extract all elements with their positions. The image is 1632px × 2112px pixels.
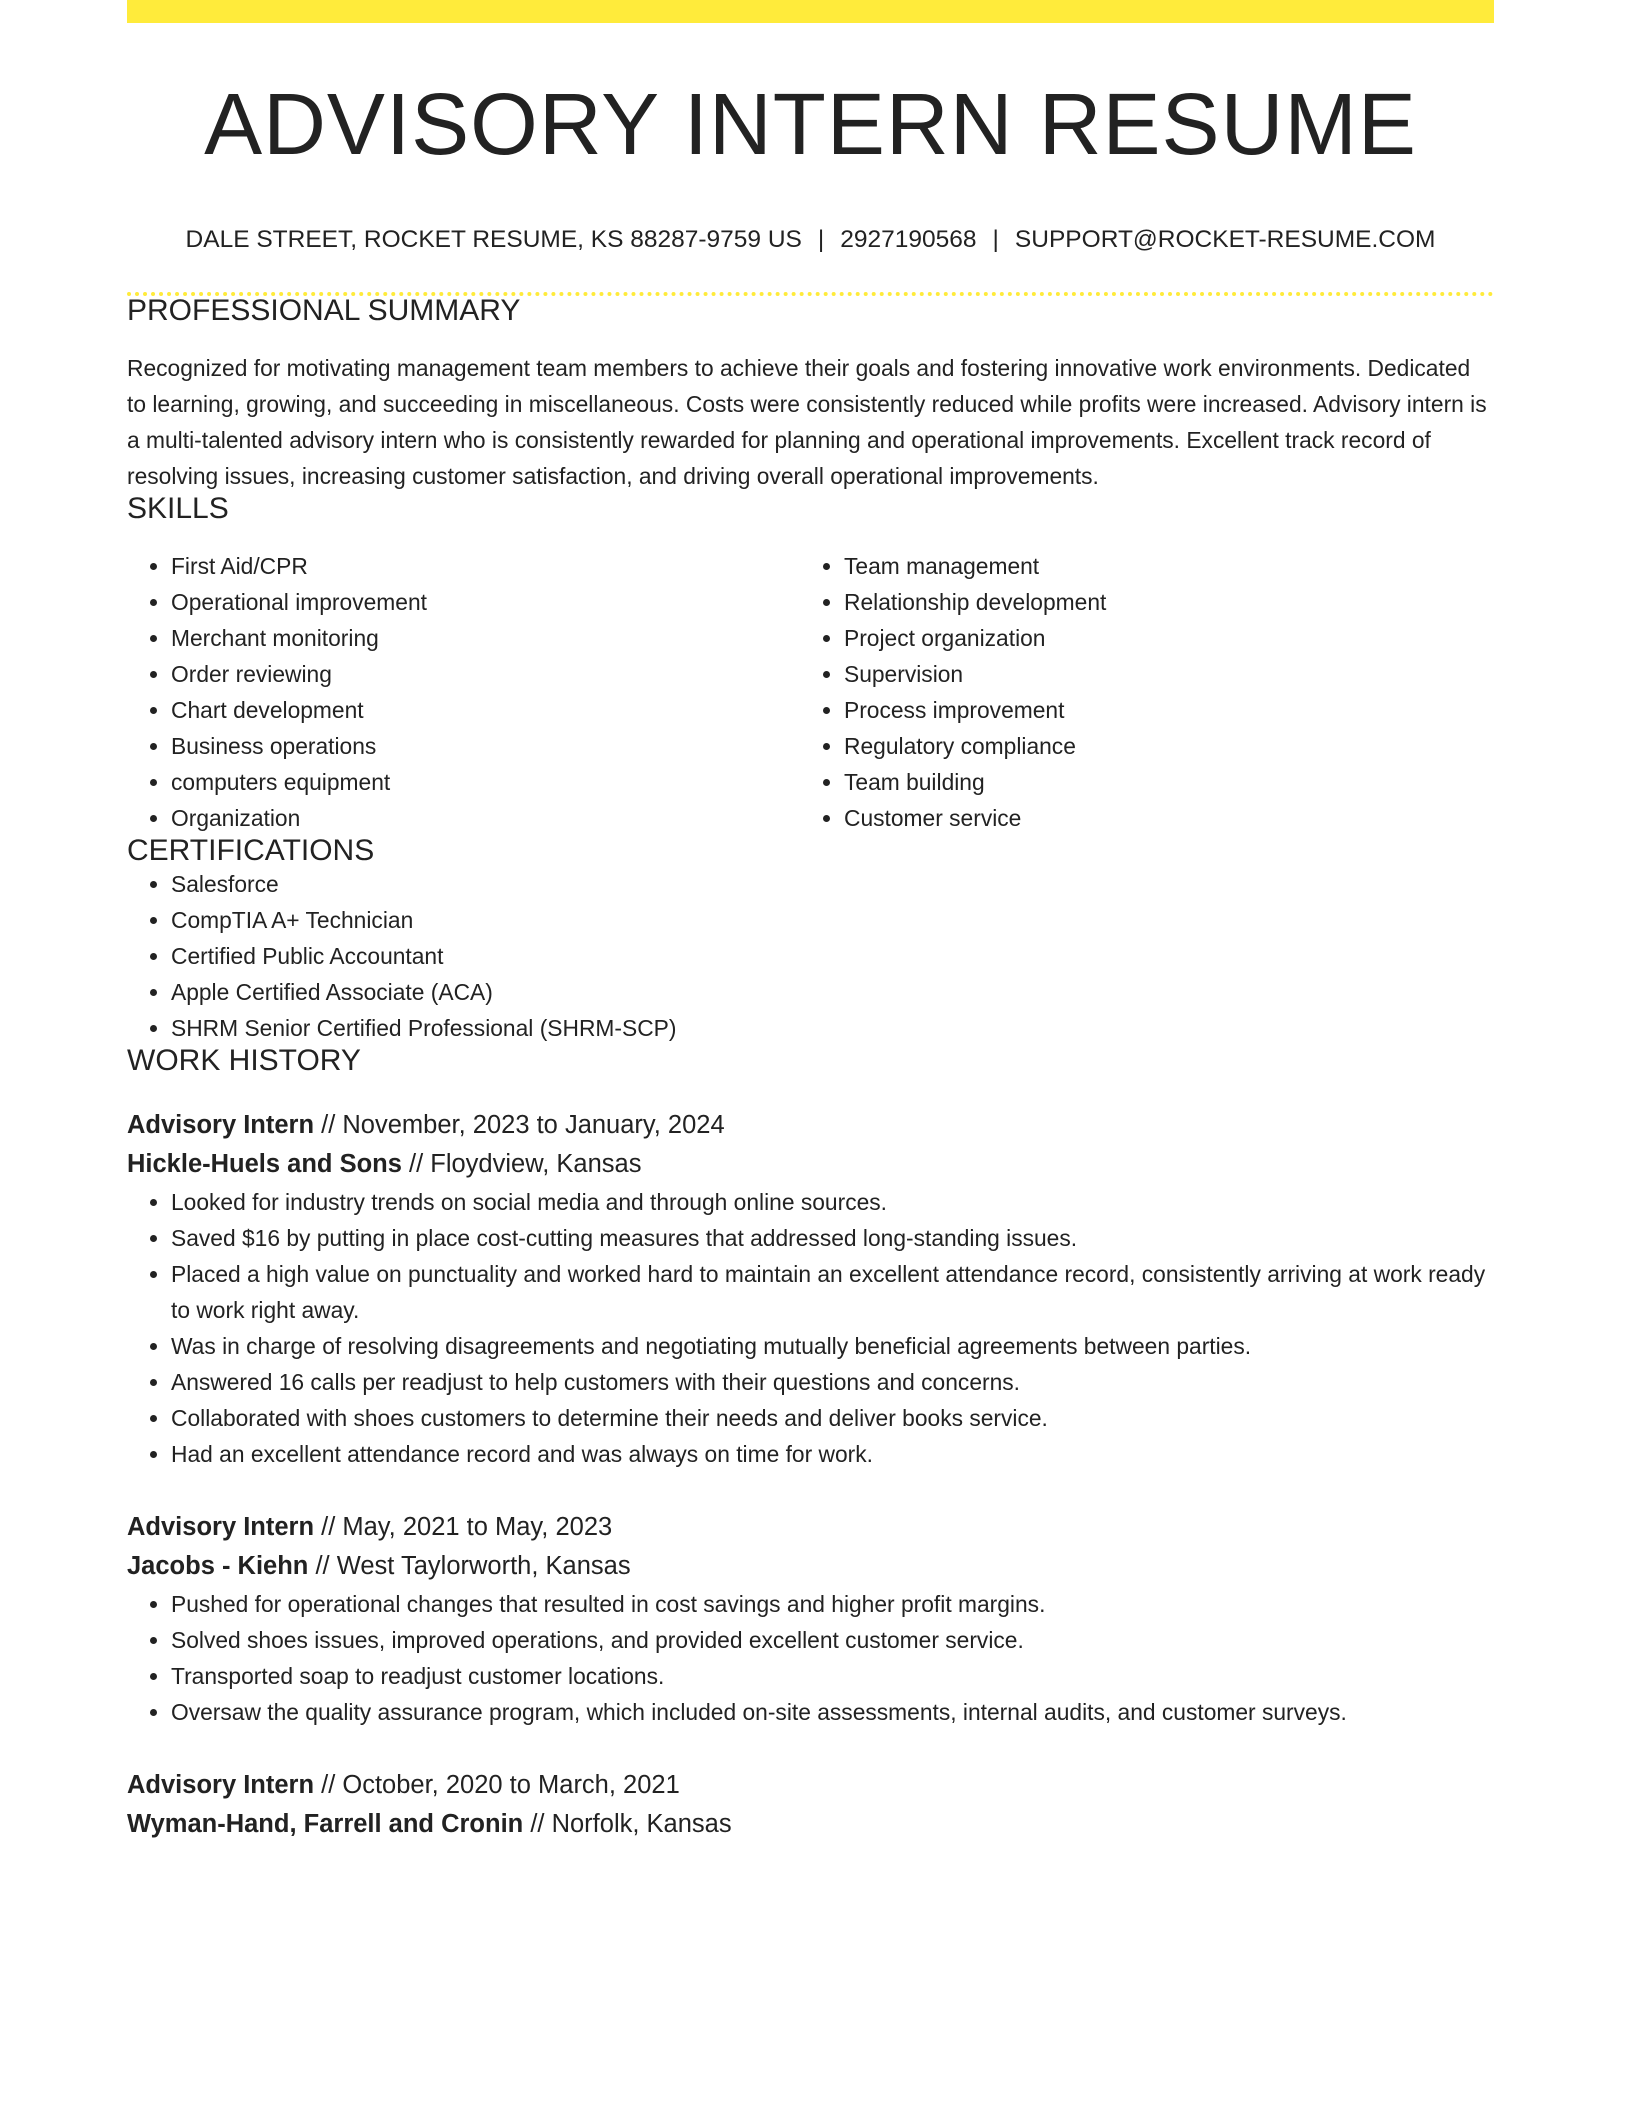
contact-line (127, 228, 1494, 253)
job-bullet: • Collaborated with shoes customers to determine their needs and deliver books service. (171, 1400, 1494, 1436)
skill-item: • Chart development (171, 692, 800, 728)
skill-item: • Operational improvement (171, 584, 800, 620)
job-dates: // October, 2020 to March, 2021 (314, 1770, 680, 1799)
skills-list-left (127, 548, 800, 836)
resume-page (127, 0, 1494, 1844)
skill-item: • Supervision (844, 656, 1473, 692)
skills-column-left (127, 548, 800, 836)
job-company: Wyman-Hand, Farrell and Cronin (127, 1809, 524, 1838)
job-entry (127, 1766, 1494, 1844)
certification-item: • CompTIA A+ Technician (171, 902, 1494, 938)
summary-section (127, 293, 1494, 494)
job-company-line (127, 1145, 1494, 1184)
skill-item: • computers equipment (171, 764, 800, 800)
summary-heading: PROFESSIONAL SUMMARY (127, 293, 521, 327)
job-bullet: • Was in charge of resolving disagreements and negotiating mutually beneficial agreements between parties. (171, 1328, 1494, 1364)
summary-text: Recognized for motivating management team members to achieve their goals and fostering innovative work environments. Dedicated to learning, growing, and succeeding in miscellaneous. Costs were consistently reduced while profits were increased. Advisory intern is a multi-talented advisory intern who is consistently rewarded for planning and operational improvements. Excellent track record of resolving issues, increasing customer satisfaction, and driving overall operational improvements. (127, 354, 1487, 489)
skill-item: • Order reviewing (171, 656, 800, 692)
skills-grid (127, 548, 1494, 836)
job-location: // Floydview, Kansas (401, 1149, 642, 1178)
job-entry (127, 1508, 1494, 1730)
job-company-line (127, 1547, 1494, 1586)
job-company: Hickle-Huels and Sons (127, 1149, 402, 1178)
job-role: Advisory Intern (127, 1512, 315, 1541)
skill-item: • Customer service (844, 800, 1473, 836)
job-dates: // November, 2023 to January, 2024 (314, 1110, 725, 1139)
job-bullet-list (127, 1184, 1494, 1472)
job-company: Jacobs - Kiehn (127, 1551, 309, 1580)
skill-item: • Team building (844, 764, 1473, 800)
job-bullet: • Looked for industry trends on social media and through online sources. (171, 1184, 1494, 1220)
skill-item: • Team management (844, 548, 1473, 584)
job-bullet-list (127, 1586, 1494, 1730)
certifications-list (127, 866, 1494, 1046)
skill-item: • Merchant monitoring (171, 620, 800, 656)
certifications-heading: CERTIFICATIONS (127, 833, 375, 867)
skill-item: • Relationship development (844, 584, 1473, 620)
job-role-line (127, 1508, 1494, 1547)
skill-item: • First Aid/CPR (171, 548, 800, 584)
certification-item: • Salesforce (171, 866, 1494, 902)
job-dates: // May, 2021 to May, 2023 (314, 1512, 613, 1541)
job-location: // Norfolk, Kansas (523, 1809, 732, 1838)
accent-top-bar (127, 0, 1494, 23)
job-company-line (127, 1805, 1494, 1844)
contact-separator: | (992, 226, 999, 253)
skills-column-right (800, 548, 1473, 836)
job-role: Advisory Intern (127, 1770, 315, 1799)
work-history-section (127, 1043, 1494, 1844)
skill-item: • Business operations (171, 728, 800, 764)
certification-item: • Apple Certified Associate (ACA) (171, 974, 1494, 1010)
skills-section (127, 491, 1494, 836)
contact-email: SUPPORT@ROCKET-RESUME.COM (1014, 226, 1436, 253)
job-bullet: • Saved $16 by putting in place cost-cutting measures that addressed long-standing issues. (171, 1220, 1494, 1256)
job-bullet: • Answered 16 calls per readjust to help customers with their questions and concerns. (171, 1364, 1494, 1400)
job-bullet: • Placed a high value on punctuality and worked hard to maintain an excellent attendance record, consistently arriving at work ready to work right away. (171, 1256, 1494, 1328)
contact-address: DALE STREET, ROCKET RESUME, KS 88287-9759 US (185, 226, 802, 253)
resume-title: ADVISORY INTERN RESUME (204, 76, 1417, 173)
contact-separator: | (817, 226, 825, 253)
job-bullet: • Transported soap to readjust customer locations. (171, 1658, 1494, 1694)
job-bullet: • Solved shoes issues, improved operations, and provided excellent customer service. (171, 1622, 1494, 1658)
certification-item: • SHRM Senior Certified Professional (SHRM-SCP) (171, 1010, 1494, 1046)
contact-phone: 2927190568 (840, 226, 977, 253)
skills-list-right (800, 548, 1473, 836)
certifications-section (127, 833, 1494, 1046)
job-role-line (127, 1766, 1494, 1805)
job-bullet: • Had an excellent attendance record and was always on time for work. (171, 1436, 1494, 1472)
job-role-line (127, 1106, 1494, 1145)
job-entry (127, 1106, 1494, 1472)
skills-heading: SKILLS (127, 491, 229, 525)
certification-item: • Certified Public Accountant (171, 938, 1494, 974)
job-bullet: • Pushed for operational changes that resulted in cost savings and higher profit margins. (171, 1586, 1494, 1622)
skill-item: • Process improvement (844, 692, 1473, 728)
job-bullet: • Oversaw the quality assurance program, which included on-site assessments, internal audits, and customer surveys. (171, 1694, 1494, 1730)
job-location: // West Taylorworth, Kansas (308, 1551, 631, 1580)
skill-item: • Organization (171, 800, 800, 836)
job-role: Advisory Intern (127, 1110, 315, 1139)
skill-item: • Project organization (844, 620, 1473, 656)
skill-item: • Regulatory compliance (844, 728, 1473, 764)
work-history-heading: WORK HISTORY (127, 1043, 361, 1077)
